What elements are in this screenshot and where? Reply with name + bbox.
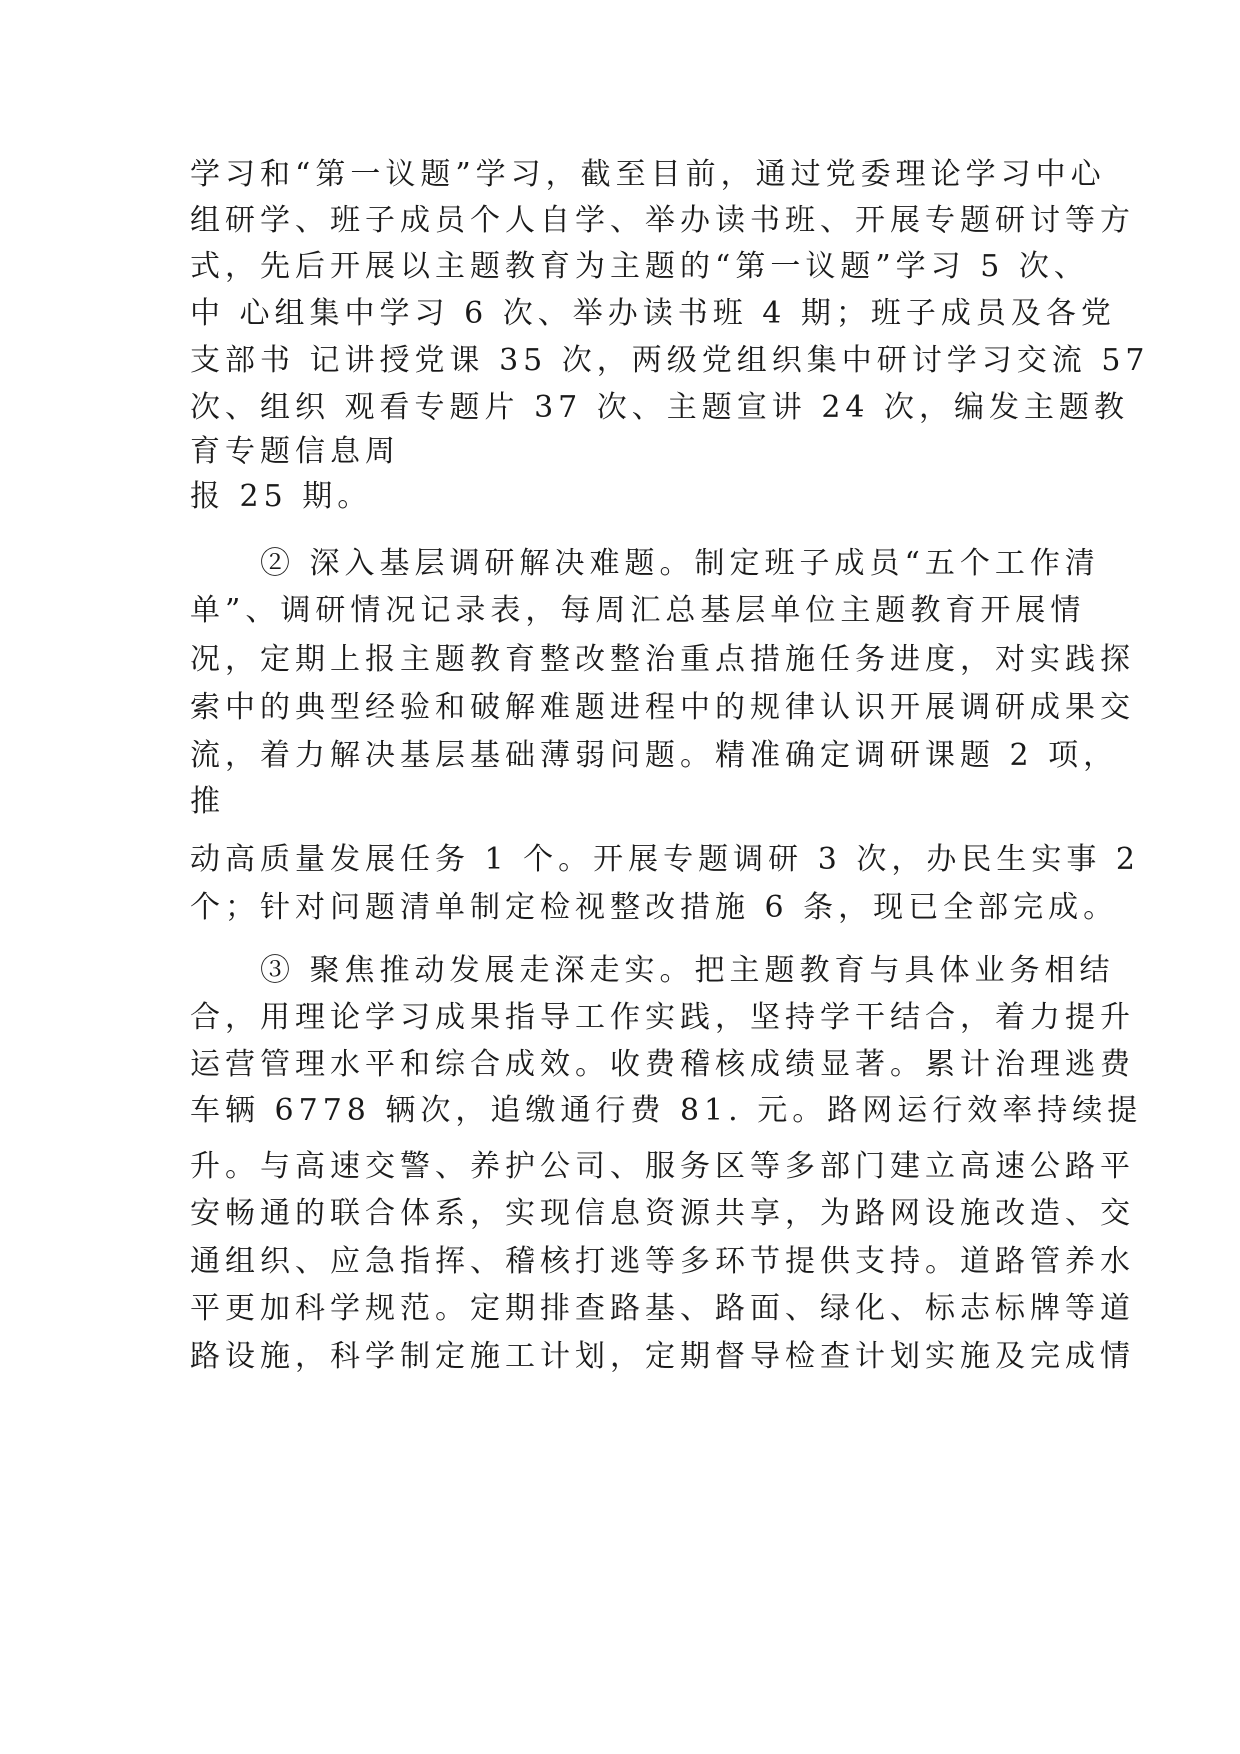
text-line: 报 25 期。	[190, 479, 373, 514]
text-line: 中 心组集中学习 6 次、举办读书班 4 期；班子成员及各党	[190, 296, 1116, 331]
text-line: 通组织、应急指挥、稽核打逃等多环节提供支持。道路管养水	[190, 1244, 1135, 1279]
text-line: 升。与高速交警、养护公司、服务区等多部门建立高速公路平	[190, 1149, 1135, 1184]
text-line: 车辆 6778 辆次，追缴通行费 81. 元。路网运行效率持续提	[190, 1093, 1143, 1128]
text-line: 合，用理论学习成果指导工作实践，坚持学干结合，着力提升	[190, 1000, 1135, 1035]
text-line: 流，着力解决基层基础薄弱问题。精准确定调研课题 2 项，	[190, 738, 1119, 773]
text-line: 支部书 记讲授党课 35 次，两级党组织集中研讨学习交流 57	[190, 343, 1150, 378]
text-line: 索中的典型经验和破解难题进程中的规律认识开展调研成果交	[190, 690, 1135, 725]
text-line: 次、组织 观看专题片 37 次、主题宣讲 24 次，编发主题教	[190, 390, 1130, 425]
text-line: 个；针对问题清单制定检视整改措施 6 条，现已全部完成。	[190, 890, 1119, 925]
text-line: 运营管理水平和综合成效。收费稽核成绩显著。累计治理逃费	[190, 1047, 1135, 1082]
text-line: 动高质量发展任务 1 个。开展专题调研 3 次，办民生实事 2	[190, 842, 1140, 877]
text-line: 况，定期上报主题教育整改整治重点措施任务进度，对实践探	[190, 642, 1135, 677]
text-line: 路设施，科学制定施工计划，定期督导检查计划实施及完成情	[190, 1339, 1135, 1374]
text-line: 育专题信息周	[190, 434, 400, 469]
paragraph-heading-2: ② 深入基层调研解决难题。制定班子成员“五个工作清	[260, 546, 1100, 581]
text-line: 组研学、班子成员个人自学、举办读书班、开展专题研讨等方	[190, 203, 1135, 238]
text-line: 安畅通的联合体系，实现信息资源共享，为路网设施改造、交	[190, 1196, 1135, 1231]
text-line: 学习和“第一议题”学习，截至目前，通过党委理论学习中心	[190, 157, 1106, 192]
text-line: 平更加科学规范。定期排查路基、路面、绿化、标志标牌等道	[190, 1291, 1135, 1326]
text-line: 单”、调研情况记录表，每周汇总基层单位主题教育开展情	[190, 593, 1086, 628]
text-line: 推	[190, 784, 225, 819]
text-line: 式，先后开展以主题教育为主题的“第一议题”学习 5 次、	[190, 249, 1089, 284]
paragraph-heading-3: ③ 聚焦推动发展走深走实。把主题教育与具体业务相结	[260, 953, 1115, 988]
